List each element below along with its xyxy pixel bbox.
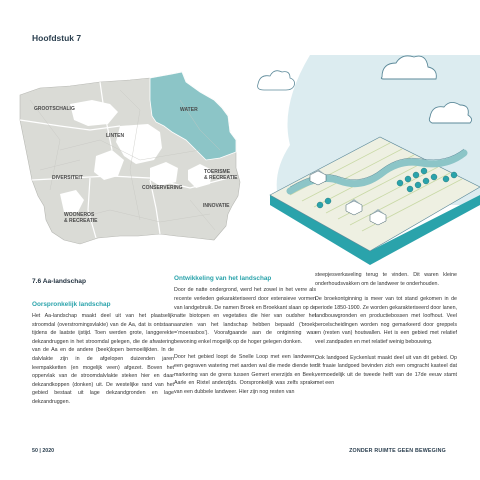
isometric-illustration	[250, 55, 480, 265]
subheading-oorspronkelijk: Oorspronkelijk landschap	[32, 300, 111, 308]
map-label-wooneros	[64, 213, 98, 225]
map-label-toerisme-line1: TOERISME	[204, 169, 231, 175]
map-label-conservering: CONSERVERING	[142, 185, 183, 191]
paragraph: Ook landgoed Eyckenlust maakt deel uit van dit gebied. Op dit fraaie landgoed bevinden zich een omgracht kasteel dat vermoedelijk uit de tweede helft van de 17de eeuw stamt met een	[315, 354, 457, 387]
map-label-toerisme	[204, 170, 238, 182]
paragraph: Door het gebied loopt de Snelle Loop met een landweer, een gegraven watering met aarden wal die mede diende ter markering van de grens tussen Gemert enerzijds en Beek, Aarle en Rixtel anderzijds. Oorspronkelijk was zelfs sprake van een dubbele landweer. Hier zijn nog resten van	[174, 354, 316, 395]
paragraph: steepjesverkaveling terug te vinden. Dit waren kleine onderhoudsvakken om de landweer te onderhouden.	[315, 272, 457, 287]
map-label-water: WATER	[180, 107, 198, 113]
section-heading: 7.6 Aa-landschap	[32, 278, 86, 285]
text-column-1	[32, 270, 174, 413]
running-footer: ZONDER RUIMTE GEEN BEWEGING	[349, 448, 446, 454]
map-label-toerisme-line2: & RECREATIE	[204, 174, 238, 181]
map-label-wooneros-line1: WOONEROS	[64, 212, 95, 218]
chapter-title: Hoofdstuk 7	[32, 33, 82, 43]
paragraph: Het Aa-landschap maakt deel uit van het plaatselijk stroomdal (overstromingsvlakte) van de Aa, dat is ontstaan tijdens de laatste ijstijd. Toen werden grote, langgerekte dekzandruggen in het stroomdal gelegen, die de afwatering van de Aa en de andere (beek)lopen bemoeilijkten. In de dalvlakte zijn in de afgelopen duizenden jaren leempakketten (en mogelijk veen) afgezet. Boven het oppervlak van de stroomdalvlakte steken hier en daar dekzandkoppen (donken) uit. De westelijke rand van het gebied bestaat uit lage dekzandgronden en lage dekzandruggen.	[32, 313, 174, 405]
map-label-innovatie: INNOVATIE	[203, 203, 230, 209]
text-column-2	[174, 270, 316, 403]
map-label-diversiteit: DIVERSITEIT	[52, 175, 83, 181]
map-label-linten: LINTEN	[106, 133, 125, 139]
isometric-illustration-svg	[250, 55, 480, 265]
map-label-wooneros-line2: & RECREATIE	[64, 217, 98, 224]
subheading-ontwikkeling: Ontwikkeling van het landschap	[174, 275, 272, 282]
paragraph: De broekontginning is meer van tot stand gekomen in de periode 1850-1900. Ze worden gekarakteriseerd door lanen, landbouwgronden en productiebossen met loofhout. Veel percelscheidingen worden nog gemarkeerd door greppels en (resten van) houtwallen. Het is een gebied met relatief veel zandpaden en met relatief weinig bebouwing.	[315, 296, 457, 346]
text-column-3	[315, 271, 457, 395]
map-label-grootschalig: GROOTSCHALIG	[34, 106, 75, 112]
page-number: 50 | 2020	[32, 448, 55, 454]
paragraph: Door de natte ondergrond, werd het zowel in het verre als recente verleden gekarakteriseerd door extensieve vormen van landgebruik. De namen Broek en Broekkant slaan op de natte biotopen en vegetaties die hier van oudsher het aanzien van het landschap hebben bepaald ('broek' =‘moerasbos’). Voorafgaande aan de ontginning was bewoning enkel mogelijk op de hoger gelegen donken.	[174, 287, 316, 345]
